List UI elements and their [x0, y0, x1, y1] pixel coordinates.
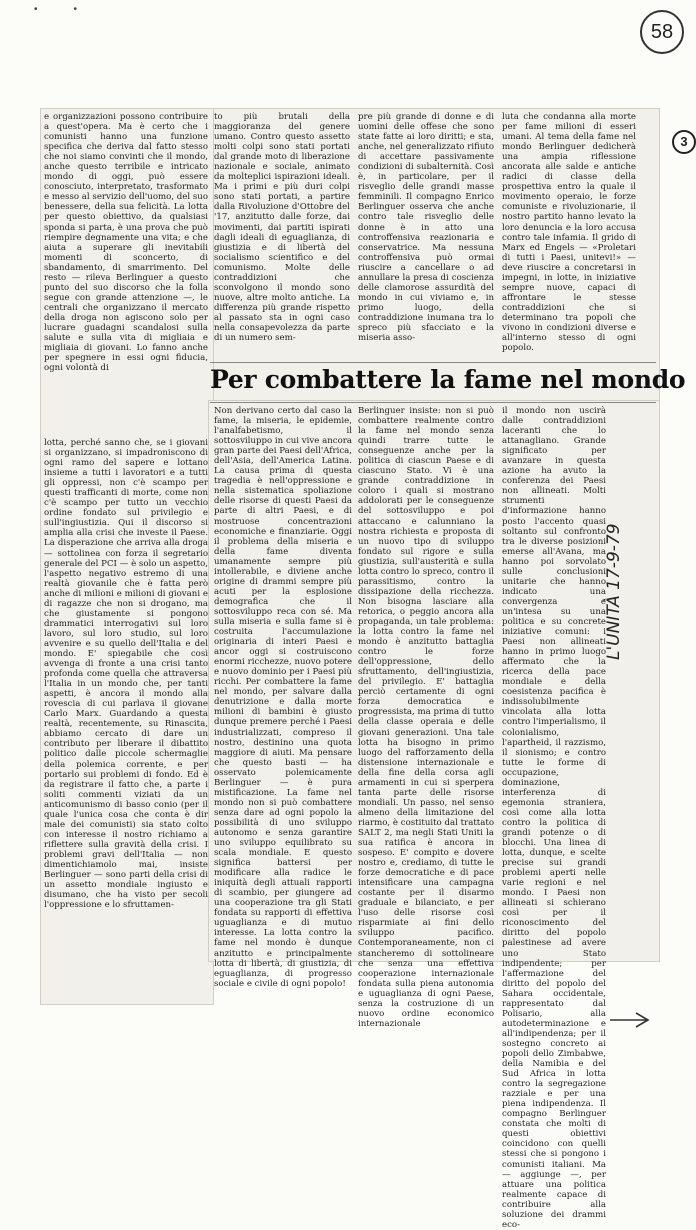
text-column-top-2: to più brutali della maggioranza del genere umano. Contro questo assetto molti colpi sono stati portati dal grande moto di liberazione nazionale e sociale, animato da molteplici ispirazioni ideali. Ma i primi e più duri colpi sono stati portati, a partire dalla Rivoluzione d'Ottobre del '17, anzitutto dalle forze, dai movimenti, dai partiti ispirati dagli ideali di eguaglianza, di giustizia e di libertà del socialismo scientifico e del comunismo. Molte delle contraddizioni che sconvolgono il mondo sono nuove, altre molto antiche. La differenza più grande rispetto al passato sta in ogni caso nella consapevolezza da parte di un numero sem- — [214, 112, 350, 344]
page-number-circle: 58 — [640, 10, 684, 54]
continue-arrow-icon — [608, 1010, 652, 1030]
text-column-top-3: pre più grande di donne e di uomini delle offese che sono state fatte ai loro diritti; e sta, anche, nel generalizzato rifiuto di accettare passivamente condizioni di subalternità. Così è, in particolare, per il risveglio delle grandi masse femminili. Il compagno Enrico Berlinguer osserva che anche contro tale risveglio delle donne è in atto una controffensiva reazionaria e conservatrice. Ma nessuna controffensiva può ormai riuscire a cancellare o ad annullare la presa di coscienza delle clamorose assurdità del mondo in cui viviamo e, in primo luogo, della contraddizione inumana tra lo spreco più sfacciato e la miseria asso- — [358, 112, 494, 344]
text-column-lower-left: lotta, perché sanno che, se i giovani si organizzano, si impadroniscono di ogni ramo del sapere e lottano insieme a tutti i lavoratori e a tutti gli oppressi, non c'è scampo per questi trafficanti di morte, come non c'è scampo per tutto un vecchio ordine fondato sul privilegio e sull'ingiustizia. Qui il discorso si amplia alla crisi che investe il Paese. La disperazione che arriva alla droga — sottolinea con forza il segretario generale del PCI — è solo un aspetto, l'aspetto negativo estremo di una realtà giovanile che è fatta però anche di milioni e milioni di giovani e di ragazze che non si drogano, ma che giustamente si pongono drammatici interrogativi sul loro lavoro, sul loro studio, sul loro avvenire e su quello dell'Italia e del mondo. E' spiegabile che così avvenga di fronte a una crisi tanto profonda come quella che attraversa l'Italia in un mondo che, per tanti aspetti, è ancora il mondo alla rovescia di cui parlava il giovane Carlo Marx. Guardando a questa realtà, recentemente, su Rinascita, abbiamo cercato di dare un contributo per liberare il dibattito politico dalle piccole schermaglie della polemica corrente, e per portarlo sui problemi di fondo. Ed è da registrare il fatto che, a parte i soliti commenti viziati da un anticomunismo di basso conio (per il quale l'unica cosa che conta è dir male dei comunisti) sia stato colto con interesse il nostro richiamo a riflettere sulla gravità della crisi. I problemi gravi dell'Italia — non dimentichiamolo mai, insiste Berlinguer — sono parti della crisi di un assetto mondiale ingiusto e disumano, che ha visto per secoli l'oppressione e lo sfruttamen- — [44, 438, 208, 911]
text-column-top-left: e organizzazioni possono contribuire a quest'opera. Ma è certo che i comunisti hanno una funzione specifica che deriva dal fatto stesso che noi siamo convinti che il mondo, anche questo terribile e intricato mondo di oggi, può essere conosciuto, interpretato, trasformato e messo al servizio dell'uomo, del suo benessere, della sua felicità. La lotta per questo obiettivo, da qualsiasi sponda si parta, è una prova che può riempire degnamente una vita; e che aiuta a superare gli inevitabili momenti di sconcerto, di sbandamento, di smarrimento. Del resto — rileva Berlinguer a questo punto del suo discorso che la folla segue con grande attenzione —, le centrali che organizzano il mercato della droga non agiscono solo per lucrare guadagni scandalosi sulla salute e sulla vita di migliaia e migliaia di giovani. Lo fanno anche per spegnere in essi ogni fiducia, ogni volontà di — [44, 112, 208, 374]
hole-marks: •• — [34, 4, 114, 15]
headline: Per combattere la fame nel mondo — [210, 365, 686, 394]
handwritten-source-note: L'UNITÀ 17-9-79 — [604, 523, 624, 660]
text-column-lower-4: il mondo non uscirà dalle contraddizioni laceranti che lo attanagliano. Grande significato per avanzare in questa azione ha avuto la conferenza dei Paesi non allineati. Molti strumenti d'informazione hanno posto l'accento quasi soltanto sul confronto tra le diverse posizioni emerse all'Avana, ma hanno poi sorvolato sulle conclusioni unitarie che hanno indicato una convergenza e un'intesa su una politica e su concrete iniziative comuni: i Paesi non allineati hanno in primo luogo affermato che la ricerca della pace mondiale e della coesistenza pacifica è indissolubilmente vincolata alla lotta contro l'imperialismo, il colonialismo, l'apartheid, il razzismo, il sionismo; e contro tutte le forme di occupazione, dominazione, interferenza di egemonia straniera, così come alla lotta contro la politica di grandi potenze o di blocchi. Una linea di lotta, dunque, e scelte precise sui grandi problemi aperti nelle varie regioni e nel mondo. I Paesi non allineati si schierano così per il riconoscimento del diritto del popolo palestinese ad avere uno Stato indipendente; per l'affermazione del diritto del popolo del Sahara occidentale, rappresentato dal Polisario, alla autodeterminazione e all'indipendenza; per il sostegno concreto ai popoli dello Zimbabwe, della Namibia e del Sud Africa in lotta contro la segregazione razziale e per una piena indipendenza. Il compagno Berlinguer constata che molti di questi obiettivi coincidono con quelli stessi che si pongono i comunisti italiani. Ma — aggiunge —, per attuare una politica realmente capace di contribuire alla soluzione dei drammi eco- — [502, 406, 606, 1230]
text-column-lower-2: Non derivano certo dal caso la fame, la miseria, le epidemie, l'analfabetismo, il sottosviluppo in cui vive ancora gran parte dei Paesi dell'Africa, dell'Asia, dell'America Latina. La causa prima di questa tragedia è nell'oppressione e nella sistematica spoliazione delle risorse di questi Paesi da parte di altri Paesi, e di mostruose concentrazioni economiche e finanziarie. Oggi il problema della miseria e della fame diventa umanamente sempre più intollerabile, e diviene anche origine di drammi sempre più acuti per la esplosione demografica che il sottosviluppo reca con sé. Ma sulla miseria e sulla fame si è costruita l'accumulazione originaria di interi Paesi e ancor oggi si costruiscono enormi ricchezze, nuovo potere e nuovo dominio per i Paesi più ricchi. Per combattere la fame nel mondo, per salvare dalla denutrizione e dalla morte milioni di bambini è giusto dunque premere perché i Paesi industrializzati, compreso il nostro, destinino una quota maggiore di aiuti. Ma pensare che questo basti — ha osservato polemicamente Berlinguer — è pura mistificazione. La fame nel mondo non si può combattere senza dare ad ogni popolo la possibilità di uno sviluppo autonomo e senza garantire uno sviluppo equilibrato su scala mondiale. E questo significa battersi per modificare alla radice le iniquità degli attuali rapporti di scambio, per giungere ad una cooperazione tra gli Stati fondata su rapporti di effettiva uguaglianza e di mutuo interesse. La lotta contro la fame nel mondo è dunque anzitutto e principalmente lotta di libertà, di giustizia, di eguaglianza, di progresso sociale e civile di ogni popolo! — [214, 406, 352, 989]
headline-rule-top — [210, 362, 656, 363]
text-column-lower-3: Berlinguer insiste: non si può combattere realmente contro la fame nel mondo senza quindi trarre tutte le conseguenze anche per la politica di ciascun Paese e di ciascuno Stato. Vi è una grande contraddizione in coloro i quali si mostrano addolorati per le conseguenze del sottosviluppo e poi attaccano e calunniano la nostra richiesta e proposta di un nuovo tipo di sviluppo fondato sul rigore e sulla giustizia, sull'austerità e sulla lotta contro lo spreco, contro il parassitismo, contro la dissipazione della ricchezza. Non bisogna lasciare alla retorica, o peggio ancora alla propaganda, un tale problema: la lotta contro la fame nel mondo è anzitutto battaglia contro le forze dell'oppressione, dello sfruttamento, dell'ingiustizia, del privilegio. E' battaglia perciò certamente di ogni forza democratica e progressista, ma prima di tutto della classe operaia e delle giovani generazioni. Una tale lotta ha bisogno in primo luogo del rafforzamento della distensione internazionale e della fine della corsa agli armamenti in cui si sperpera tanta parte delle risorse mondiali. Un passo, nel senso almeno della limitazione del riarmo, è costituito dal trattato SALT 2, ma negli Stati Uniti la sua ratifica è ancora in sospeso. E' compito e dovere nostro e, crediamo, di tutte le forze democratiche e di pace intensificare una campagna costante per il disarmo graduale e bilanciato, e per l'uso delle risorse così risparmiate ai fini dello sviluppo pacifico. Contemporaneamente, non ci stancheremo di sottolineare che senza una effettiva cooperazione internazionale fondata sulla piena autonomia e uguaglianza di ogni Paese, senza la costruzione di un nuovo ordine economico internazionale — [358, 406, 494, 1029]
margin-mark-circle: 3 — [672, 130, 696, 154]
text-column-top-4: luta che condanna alla morte per fame milioni di esseri umani. Al tema della fame nel mondo Berlinguer dedicherà una ampia riflessione ancorata alle salde e antiche radici di classe della prospettiva entro la quale il movimento operaio, le forze comuniste e rivoluzionarie, il nostro partito hanno levato la loro denuncia e la loro accusa contro tale infamia. Il grido di Marx ed Engels — «Proletari di tutti i Paesi, unitevi!» — deve riuscire a concretarsi in impegni, in lotte, in iniziative sempre nuove, capaci di affrontare le stesse contraddizioni che si determinano tra popoli che vivono in condizioni diverse e all'interno stesso di ogni popolo. — [502, 112, 636, 354]
headline-rule-bottom — [210, 402, 656, 403]
